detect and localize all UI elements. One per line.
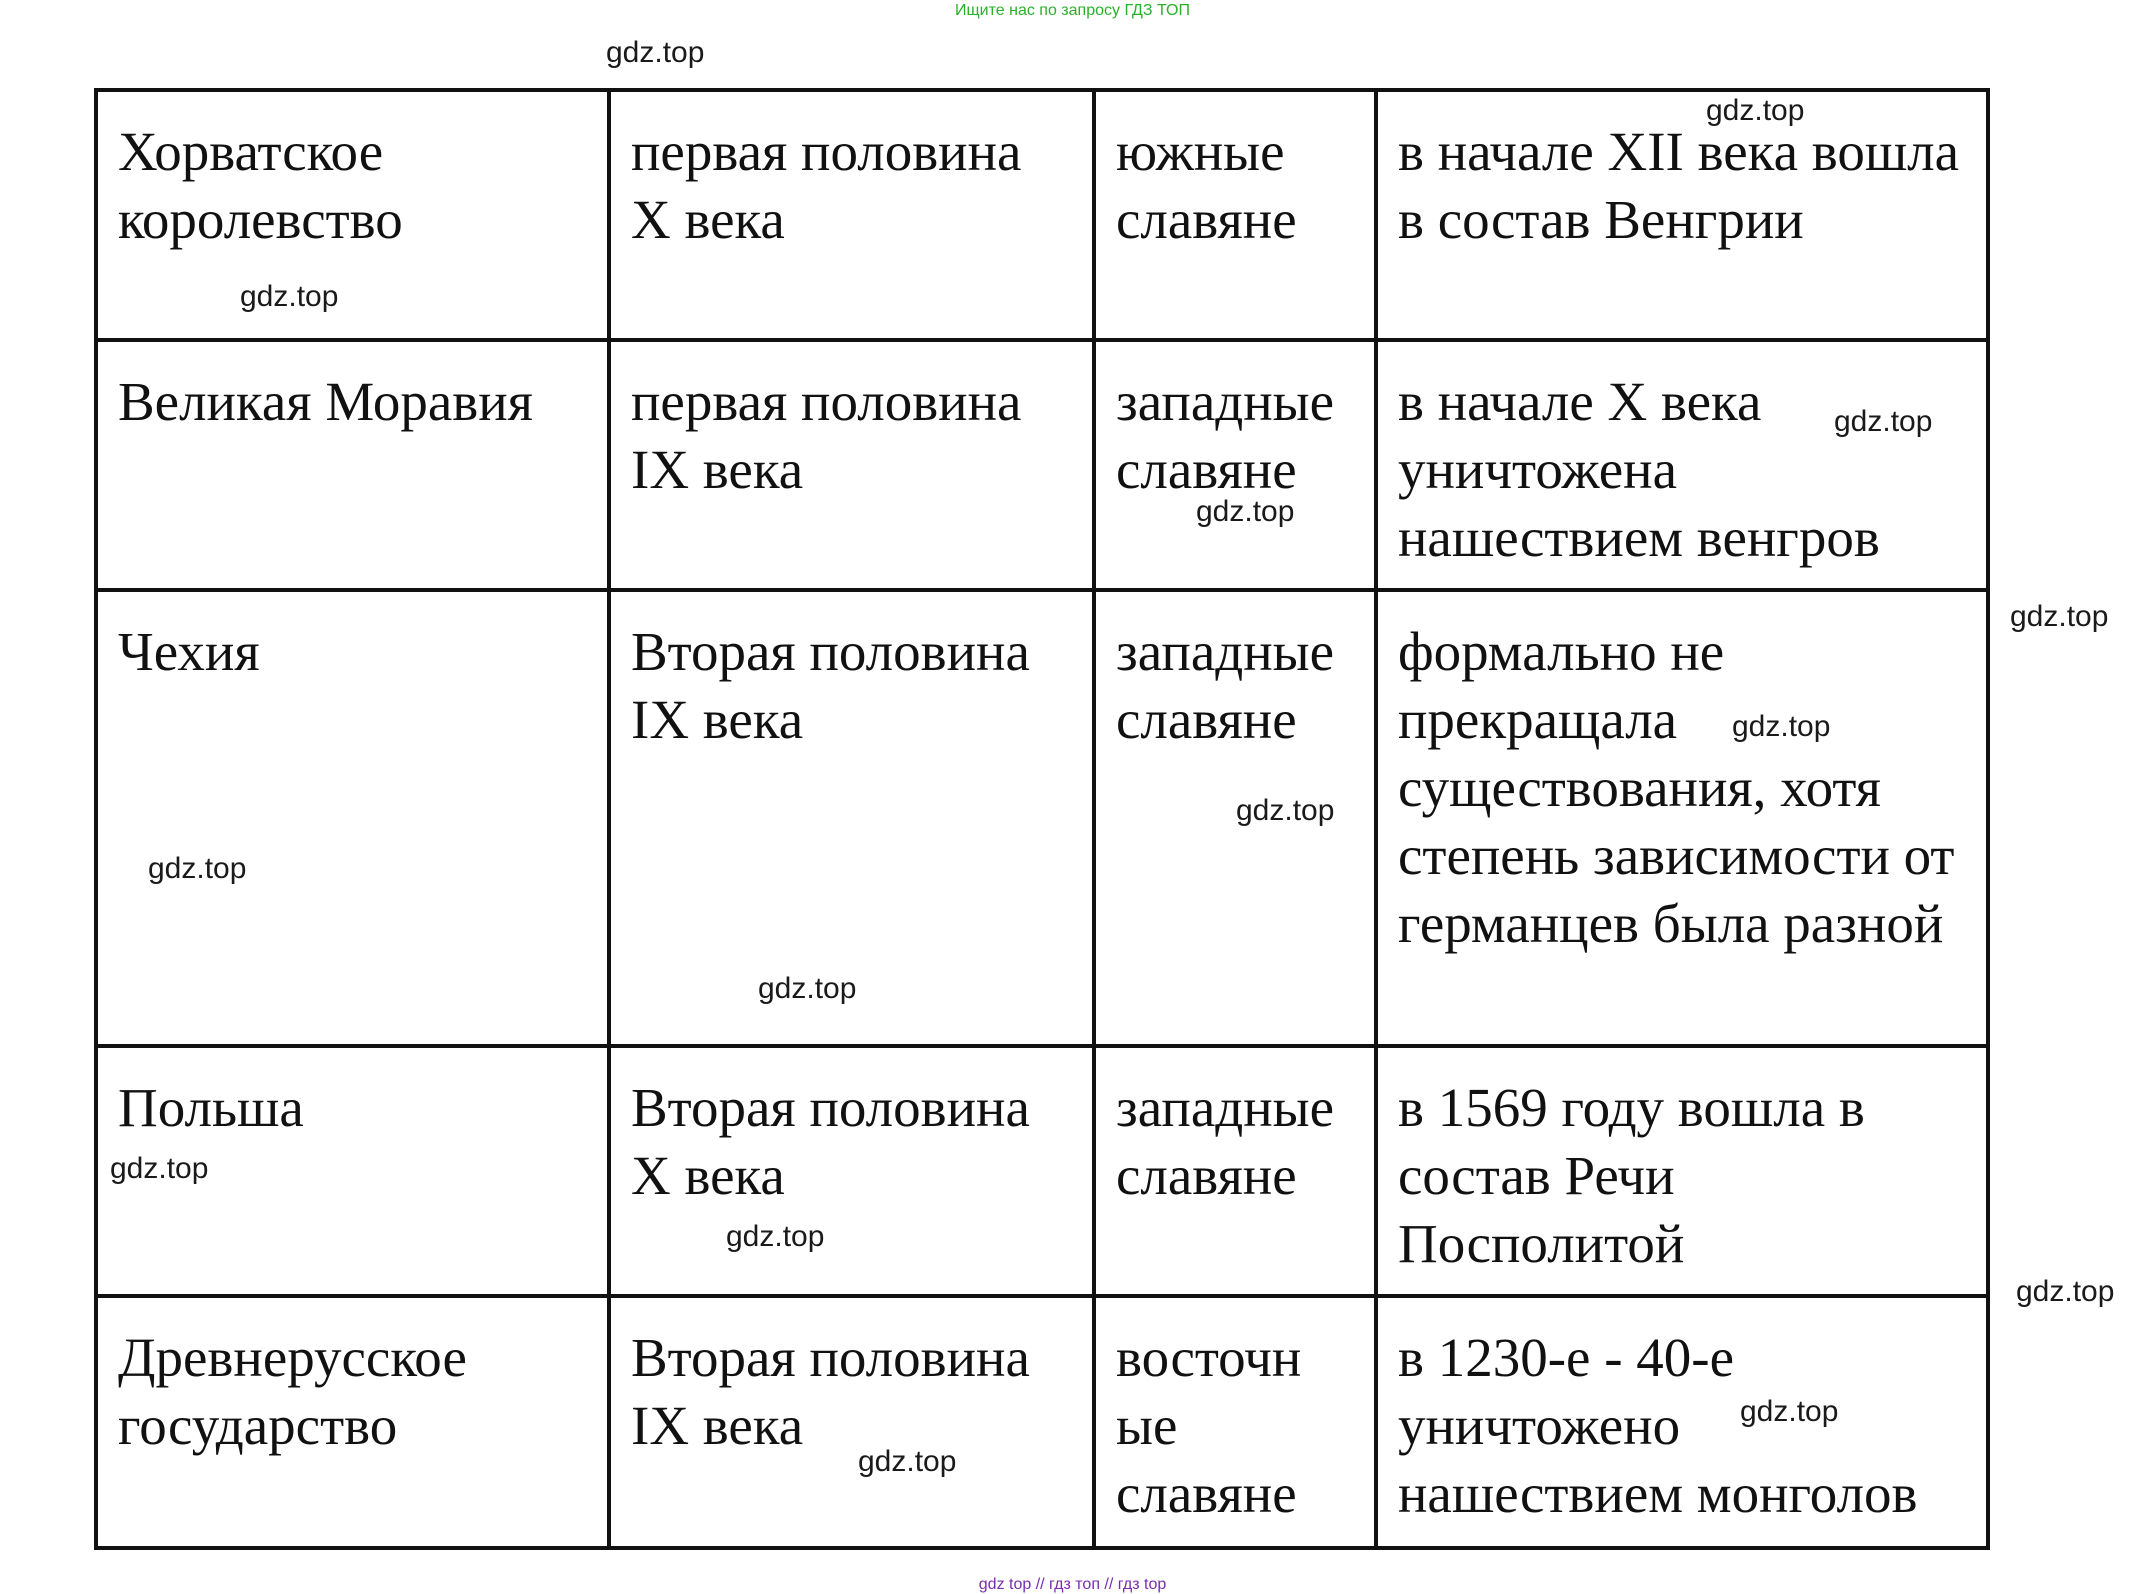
people-cell: западные славяне (1094, 340, 1376, 590)
watermark: gdz.top (2016, 1275, 2115, 1308)
state-cell: Хорватское королевство (96, 90, 609, 340)
founded-cell: первая половина X века (609, 90, 1094, 340)
founded-cell: Вторая половина X века (609, 1046, 1094, 1296)
watermark: gdz.top (858, 1445, 957, 1478)
watermark: gdz.top (1706, 94, 1805, 127)
state-cell: Древнерусское государство (96, 1296, 609, 1548)
people-cell: восточн ые славяне (1094, 1296, 1376, 1548)
table-row (96, 90, 1988, 340)
table-row (96, 1046, 1988, 1296)
table-row (96, 340, 1988, 590)
watermark: gdz.top (1732, 710, 1831, 743)
state-cell: Чехия (96, 590, 609, 1046)
people-cell: западные славяне (1094, 590, 1376, 1046)
state-cell: Польша (96, 1046, 609, 1296)
table-row (96, 590, 1988, 1046)
fate-cell: в 1569 году вошла в состав Речи Посполитой (1376, 1046, 1988, 1296)
watermark: gdz.top (1834, 405, 1933, 438)
watermark: gdz.top (1236, 794, 1335, 827)
header-note: Ищите нас по запросу ГДЗ ТОП (955, 2, 1190, 19)
watermark: gdz.top (1740, 1395, 1839, 1428)
watermark: gdz.top (110, 1152, 209, 1185)
people-cell: западные славяне (1094, 1046, 1376, 1296)
founded-cell: Вторая половина IX века (609, 1296, 1094, 1548)
founded-cell: первая половина IX века (609, 340, 1094, 590)
people-cell: южные славяне (1094, 90, 1376, 340)
state-cell: Великая Моравия (96, 340, 609, 590)
states-table (94, 88, 1990, 1550)
founded-cell: Вторая половина IX века (609, 590, 1094, 1046)
watermark: gdz.top (148, 852, 247, 885)
watermark: gdz.top (606, 36, 705, 69)
watermark: gdz.top (758, 972, 857, 1005)
table-row (96, 1296, 1988, 1548)
fate-cell: в начале X века уничтожена нашествием венгров (1376, 340, 1988, 590)
footer-note: gdz top // гдз топ // гдз top (978, 1576, 1167, 1593)
watermark: gdz.top (1196, 495, 1295, 528)
watermark: gdz.top (726, 1220, 825, 1253)
fate-cell: в начале XII века вошла в состав Венгрии (1376, 90, 1988, 340)
fate-cell: в 1230-е - 40-е уничтожено нашествием монголов (1376, 1296, 1988, 1548)
watermark: gdz.top (2010, 600, 2109, 633)
watermark: gdz.top (240, 280, 339, 313)
fate-cell: формально не прекращала существования, хотя степень зависимости от германцев была разной (1376, 590, 1988, 1046)
